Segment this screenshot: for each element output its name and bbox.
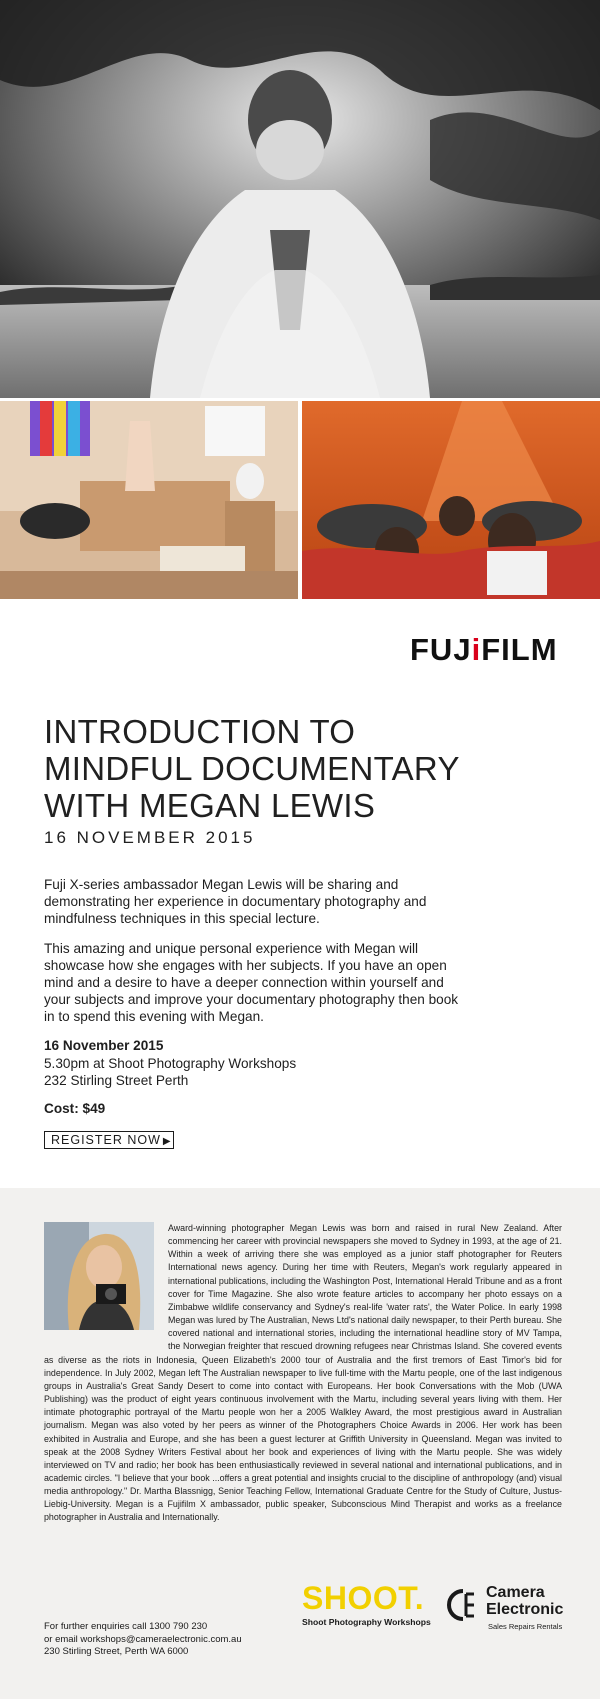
page-title [44,713,514,824]
camera-electronic-logo [446,1584,586,1634]
title-line-2: MINDFUL DOCUMENTARY [44,750,460,787]
camera-electronic-name: Camera Electronic [486,1584,564,1618]
camera-electronic-mark-icon [446,1588,480,1622]
camera-electronic-subtitle: Sales Repairs Rentals [488,1622,563,1631]
hero-photo [0,0,600,398]
enquiries-info [44,1621,274,1659]
intro-paragraph-2: This amazing and unique personal experience with Megan will showcase how she engages with her subjects. If you have an open mind and a desire to have a deeper connection within yourself and your subjects and improve your documentary photography then book in to spend this evening with Megan. [44,941,459,1024]
register-label: REGISTER NOW [51,1133,161,1147]
event-address: 232 Stirling Street Perth [44,1073,189,1088]
event-details [44,1037,344,1090]
shoot-wordmark: SHOOT. [302,1580,425,1616]
intro-paragraph-1: Fuji X-series ambassador Megan Lewis will be sharing and demonstrating her experience in documentary photography and mindfulness techniques in this special lecture. [44,877,427,926]
photo-row [0,401,600,599]
shoot-photography-logo [302,1581,432,1629]
bathroom-dogs-photo [0,401,298,599]
title-line-1: INTRODUCTION TO [44,713,356,750]
shoot-subtitle: Shoot Photography Workshops [302,1617,431,1627]
event-date-subtitle: 16 NOVEMBER 2015 [44,828,256,847]
outback-red-road-photo [302,401,600,599]
event-date: 16 November 2015 [44,1038,164,1053]
play-arrow-icon: ▶ [162,1136,172,1147]
bio-text: Award-winning photographer Megan Lewis was born and raised in rural New Zealand. After commencing her career with provincial newspapers she moved to Sydney in 1993, at the age of 21. Within a week of arriving there she was employed as a junior staff photographer for Reuters International news agency. During her time with Reuters, Megan's work regularly appeared in international publications, including the Washington Post, International Herald Tribune and as a front cover for Time Magazine. She also wrote feature articles to accompany her photo essays on a Zimbabwe wildlife conservancy and Sydney's real-life 'water rats', the Water Police. In early 1998 Megan was lured by The Australian, News Ltd's national daily newspaper, to their Perth bureau. She covered national and international stories, including the international headline story of MV Tampa, the Norwegian freighter that rescued drowning refugees near Christmas Island. She covered events as diverse as the riots in Indonesia, Queen Elizabeth's 2000 tour of Australia and the first tremors of East Timor's bid for independence. In July 2002, Megan left The Australian newspaper to live full-time with the Martu people, one of the last indigenous groups in Australia's Great Sandy Desert to come into contact with Europeans. Her book Conversations with the Mob (UWA Publishing) was the product of eight years continuous involvement with the Martu, including several years living with them. Her intimate photographic portrayal of the Martu people won her a 2005 Walkley Award, the most prestigious award in Australian journalism. Megan was also voted by her peers as winner of the Photographers Choice Awards in 2006. Her work has been exhibited in Australia and Europe, and she has been a guest lecturer at Griffith University in Queensland. Megan was invited to speak at the 2008 Sydney Writers Festival about her book and experiences of living with the Martu people. She was widely interviewed on TV and radio; her book has been enthusiastically reviewed in several national and international publications, and in academic circles. "I believe that your book ...offers a great potential and insights crucial to the discipline of anthropology (and) visual media anthropology." Dr. Martha Blassnigg, Senior Teaching Fellow, International Graduate Centre for the Study of Culture, Justus-Liebig-University. Megan is a Fujifilm X ambassador, public speaker, Subconscious Mind Therapist and works as a freelance photographer in Australia and Internationally. [44,1223,562,1523]
title-line-3: WITH MEGAN LEWIS [44,787,376,824]
enquiries-phone: For further enquiries call 1300 790 230 [44,1621,208,1632]
fujifilm-logo: FUJiFILM [410,632,558,667]
register-now-button[interactable] [44,1131,174,1149]
enquiries-email: or email workshops@cameraelectronic.com.au [44,1633,242,1645]
event-cost: Cost: $49 [44,1101,106,1116]
event-time-place: 5.30pm at Shoot Photography Workshops [44,1055,297,1071]
enquiries-address: 230 Stirling Street, Perth WA 6000 [44,1646,189,1657]
